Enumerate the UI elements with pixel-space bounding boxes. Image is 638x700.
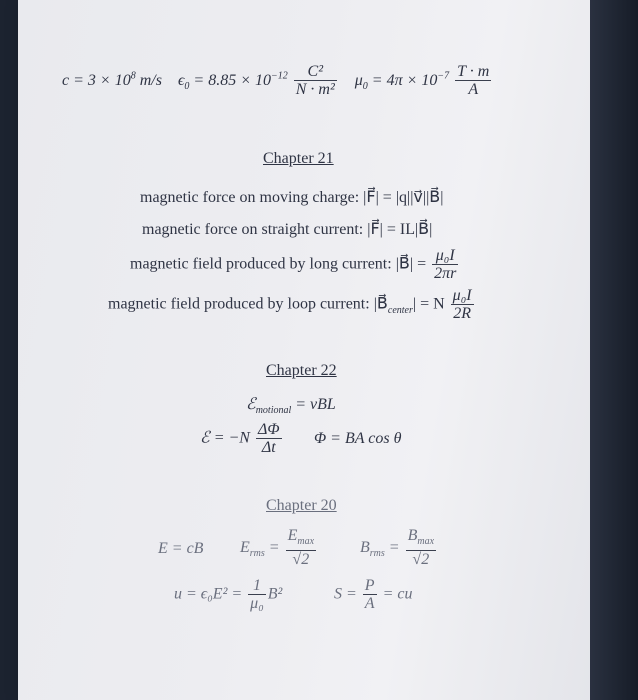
ch22-flux: Φ = BA cos θ <box>314 430 402 447</box>
background-edge <box>590 0 638 700</box>
ch20-energy-density: u = ϵ₀E² = $\frac{1}{\text{μ₀}}$ B² <box>174 577 283 612</box>
chapter-20-heading: Chapter 20 <box>266 497 337 514</box>
ch21-loop-current: magnetic field produced by loop current: $|B⃗_{center}| = N$ $\frac{\text{μ₀I}}{2R}$ <box>108 287 472 322</box>
ch20-b-rms: $B_{rms}$ = $\frac{B_{max}}{√2}$ <box>360 527 435 569</box>
ch21-moving-charge: magnetic force on moving charge: |F⃗| = |q||v⃗||B⃗| <box>140 189 444 206</box>
ch20-e-cb: E = cB <box>158 540 204 557</box>
document-page <box>18 0 590 700</box>
ch22-motional-emf: ℰ$_{motional}$ = vBL <box>246 396 336 417</box>
constants-line <box>62 64 493 98</box>
chapter-21-heading: Chapter 21 <box>263 150 334 167</box>
chapter-22-heading: Chapter 22 <box>266 362 337 379</box>
permittivity: $\epsilon_0 = 8.85 \times 10^{-12}$ $\frac{\text{C²}}{\text{N · m²}}$ <box>177 63 335 98</box>
ch21-long-current: magnetic field produced by long current: |B⃗| = $\frac{\text{μ₀I}}{2\pi r}$ <box>130 247 457 282</box>
speed-of-light: $c = 3 \times 10^8$ m/s <box>62 70 162 89</box>
ch21-straight-current: magnetic force on straight current: |F⃗| = IL|B⃗| <box>142 221 433 238</box>
ch20-poynting: S = $\frac{P}{A}$ = cu <box>334 577 413 612</box>
permeability: $\mu_0 = 4\pi \times 10^{-7}$ $\frac{T \cdot m}{A}$ <box>354 63 490 98</box>
ch22-faraday-law: ℰ = −N $\frac{\Delta\Phi}{\Delta t}$ <box>200 421 280 456</box>
ch20-e-rms: $E_{rms}$ = $\frac{E_{max}}{√2}$ <box>240 527 315 569</box>
